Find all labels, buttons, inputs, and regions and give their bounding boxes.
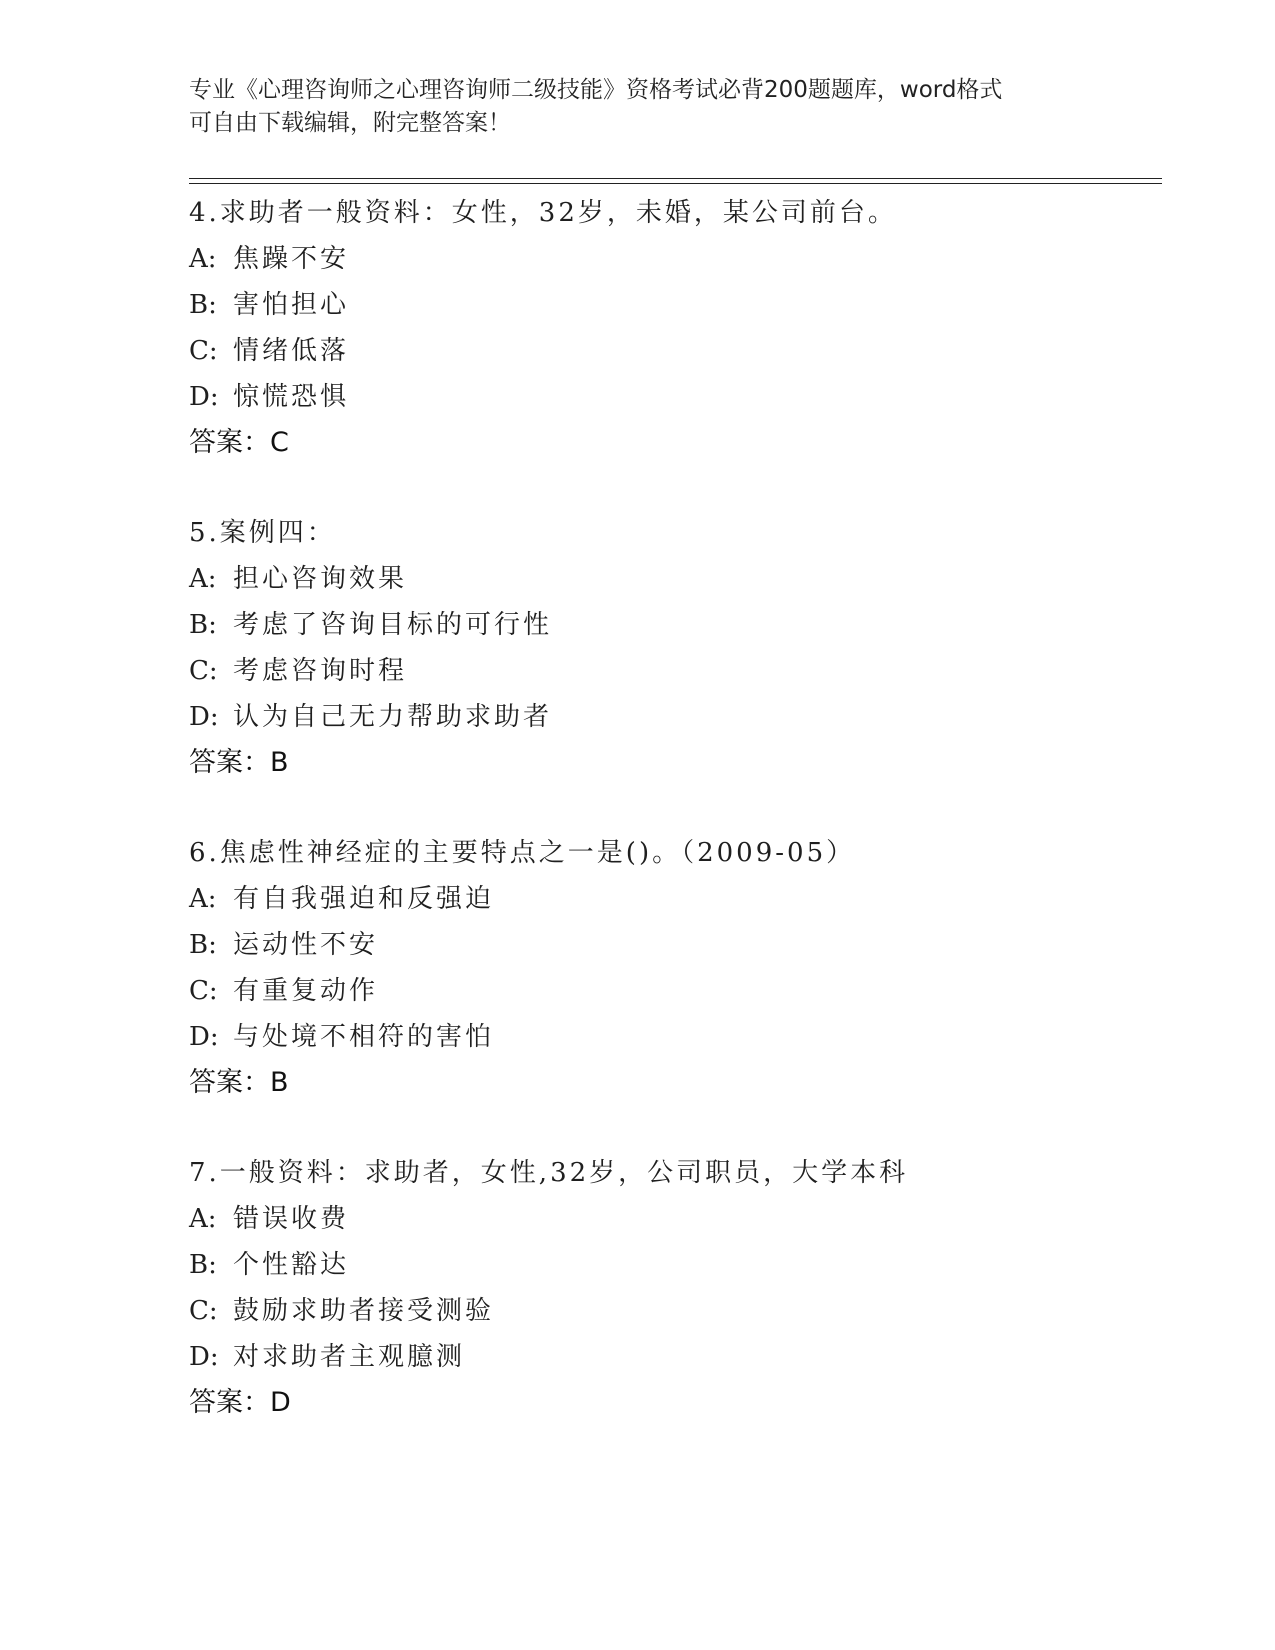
question-stem: 5.案例四： bbox=[189, 518, 336, 548]
option-letter: C: bbox=[189, 656, 218, 686]
option-text: 担心咨询效果 bbox=[233, 564, 408, 594]
header-divider-bottom bbox=[189, 183, 1162, 184]
option-letter: B: bbox=[189, 290, 217, 320]
answer-line: 答案：B bbox=[189, 1067, 289, 1098]
question-stem: 6.焦虑性神经症的主要特点之一是()。（2009-05） bbox=[189, 838, 856, 868]
option-b bbox=[189, 602, 1162, 648]
option-letter: B: bbox=[189, 930, 217, 960]
option-d bbox=[189, 694, 1162, 740]
option-text: 错误收费 bbox=[233, 1204, 350, 1234]
option-letter: A: bbox=[189, 1204, 217, 1234]
option-letter: D: bbox=[189, 382, 219, 412]
option-text: 焦躁不安 bbox=[233, 244, 350, 274]
option-text: 对求助者主观臆测 bbox=[233, 1342, 466, 1372]
option-letter: C: bbox=[189, 336, 218, 366]
option-b bbox=[189, 282, 1162, 328]
answer-line: 答案：D bbox=[189, 1387, 291, 1418]
option-d bbox=[189, 1014, 1162, 1060]
option-text: 个性豁达 bbox=[233, 1250, 350, 1280]
option-letter: D: bbox=[189, 1342, 219, 1372]
question-list bbox=[189, 190, 1162, 1470]
option-b bbox=[189, 1242, 1162, 1288]
header-divider-top bbox=[189, 178, 1162, 179]
option-b bbox=[189, 922, 1162, 968]
option-letter: B: bbox=[189, 610, 217, 640]
option-letter: D: bbox=[189, 702, 219, 732]
option-text: 考虑咨询时程 bbox=[233, 656, 408, 686]
option-letter: A: bbox=[189, 564, 217, 594]
question-6 bbox=[189, 830, 1162, 1150]
header-line-2: 可自由下载编辑，附完整答案！ bbox=[189, 110, 511, 136]
option-text: 惊慌恐惧 bbox=[233, 382, 350, 412]
option-c bbox=[189, 648, 1162, 694]
header-line-1: 专业《心理咨询师之心理咨询师二级技能》资格考试必背200题题库，word格式 bbox=[189, 77, 1003, 103]
option-letter: C: bbox=[189, 976, 218, 1006]
option-text: 认为自己无力帮助求助者 bbox=[233, 702, 553, 732]
document-header bbox=[189, 74, 1089, 140]
option-a bbox=[189, 876, 1162, 922]
option-a bbox=[189, 236, 1162, 282]
question-4 bbox=[189, 190, 1162, 510]
option-letter: D: bbox=[189, 1022, 219, 1052]
option-c bbox=[189, 968, 1162, 1014]
question-stem: 7.一般资料：求助者，女性,32岁，公司职员，大学本科 bbox=[189, 1158, 909, 1188]
option-a bbox=[189, 556, 1162, 602]
question-5 bbox=[189, 510, 1162, 830]
option-text: 鼓励求助者接受测验 bbox=[233, 1296, 495, 1326]
option-c bbox=[189, 1288, 1162, 1334]
option-a bbox=[189, 1196, 1162, 1242]
answer-line: 答案：B bbox=[189, 747, 289, 778]
option-letter: A: bbox=[189, 244, 217, 274]
option-letter: C: bbox=[189, 1296, 218, 1326]
option-text: 有重复动作 bbox=[233, 976, 379, 1006]
answer-line: 答案：C bbox=[189, 427, 289, 458]
question-7 bbox=[189, 1150, 1162, 1470]
option-c bbox=[189, 328, 1162, 374]
option-letter: A: bbox=[189, 884, 217, 914]
option-text: 与处境不相符的害怕 bbox=[233, 1022, 495, 1052]
option-text: 有自我强迫和反强迫 bbox=[233, 884, 495, 914]
option-d bbox=[189, 1334, 1162, 1380]
option-text: 情绪低落 bbox=[233, 336, 350, 366]
option-d bbox=[189, 374, 1162, 420]
option-text: 运动性不安 bbox=[233, 930, 379, 960]
question-stem: 4.求助者一般资料：女性，32岁，未婚，某公司前台。 bbox=[189, 198, 897, 228]
option-text: 考虑了咨询目标的可行性 bbox=[233, 610, 553, 640]
option-letter: B: bbox=[189, 1250, 217, 1280]
option-text: 害怕担心 bbox=[233, 290, 350, 320]
